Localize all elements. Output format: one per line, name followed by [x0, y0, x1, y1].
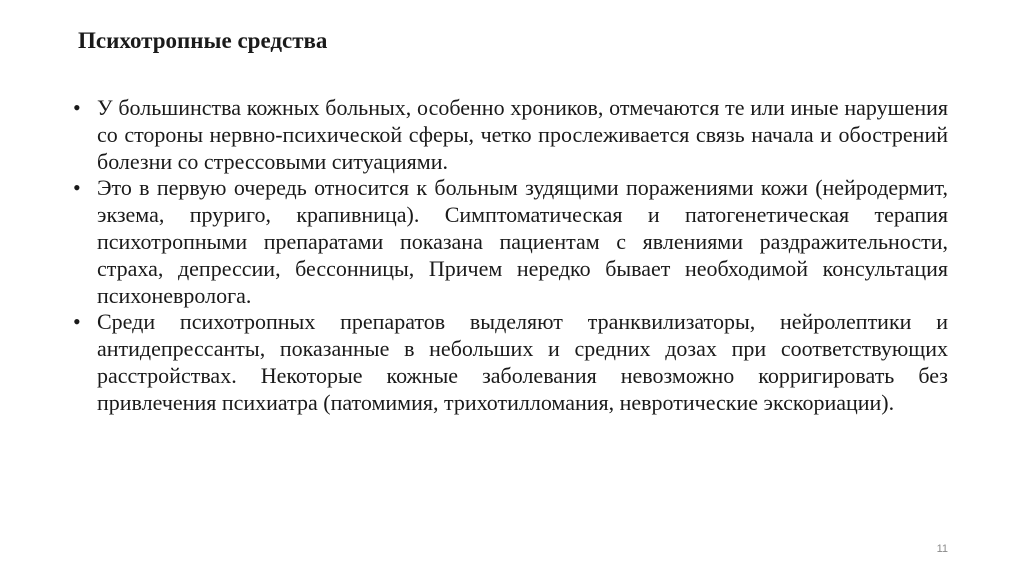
slide-title: Психотропные средства — [78, 28, 328, 53]
bullet-marker: • — [73, 175, 81, 201]
bullet-text: У большинства кожных больных, особенно хроников, отмечаются те или иные нарушения со стороны нервно-психической сферы, четко прослеживается связь начала и обострений болезни со стрессовыми ситуациями. — [97, 95, 948, 174]
bullet-item — [60, 95, 948, 175]
bullet-text: Среди психотропных препаратов выделяют транквилизаторы, нейролептики и антидепрессанты, показанные в небольших и средних дозах при соответствующих расстройствах. Некоторые кожные заболевания невозможно корригировать без привлечения психиатра (патомимия, трихотилломания, невротические экскориации). — [97, 309, 948, 415]
bullet-item — [60, 309, 948, 416]
bullet-list — [60, 95, 948, 417]
bullet-text: Это в первую очередь относится к больным зудящими поражениями кожи (нейродермит, экзема, пруриго, крапивница). Симптоматическая и патогенетическая терапия психотропными препаратами показана пациентам с явлениями раздражительности, страха, депрессии, бессонницы, Причем нередко бывает необходимой консультация психоневролога. — [97, 175, 948, 308]
bullet-item — [60, 175, 948, 309]
bullet-marker: • — [73, 95, 81, 120]
page-number: 11 — [936, 543, 948, 555]
bullet-marker: • — [73, 309, 81, 335]
